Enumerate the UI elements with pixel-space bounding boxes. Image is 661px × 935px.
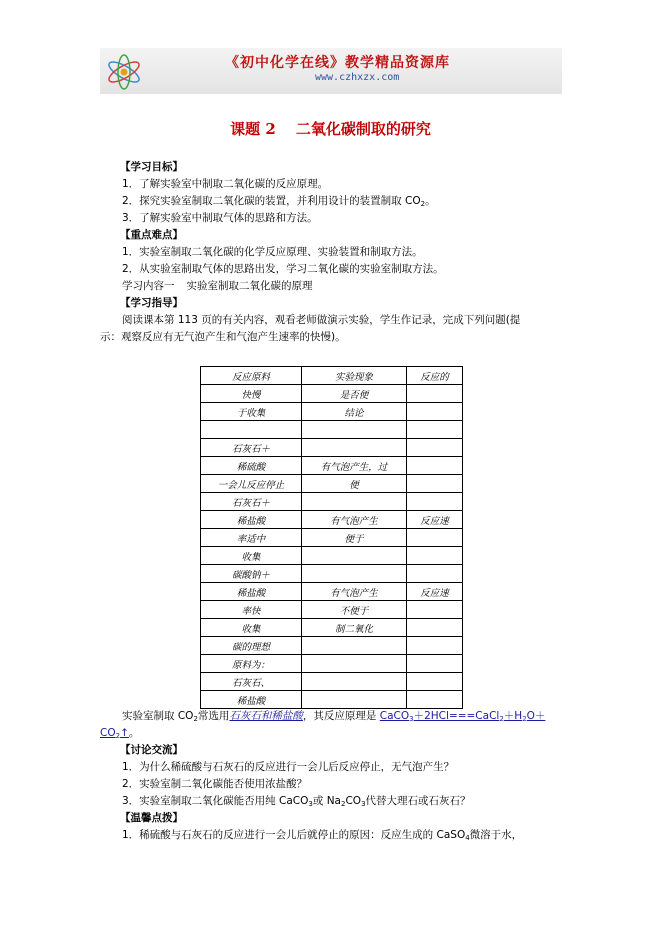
table-cell: 制二氧化 [302, 619, 407, 637]
lesson-number: 课题 2 [230, 120, 276, 138]
table-cell [407, 673, 463, 691]
table-cell [407, 691, 463, 709]
table-row [201, 691, 463, 709]
table-row [201, 583, 463, 601]
table-cell: 反应速 [407, 583, 463, 601]
table-cell: 一会儿反应停止 [201, 475, 302, 493]
table-cell: 反应的 [407, 367, 463, 385]
table-cell: 稀盐酸 [201, 691, 302, 709]
keypoint-1: 1．实验室制取二氧化碳的化学反应原理、实验装置和制取方法。 [122, 246, 423, 258]
table-row [201, 637, 463, 655]
banner [100, 48, 562, 94]
table-cell: 有气泡产生 [302, 583, 407, 601]
table-cell [201, 421, 302, 439]
table-row [201, 403, 463, 421]
table-cell [302, 565, 407, 583]
principle-equation-answer: $CaCO_3+2HCl===CaCl_2+H_2O+$ [379, 710, 546, 723]
table-cell [407, 475, 463, 493]
table-cell: 反应速 [407, 511, 463, 529]
table-cell [407, 529, 463, 547]
table-cell [407, 565, 463, 583]
table-cell: 收集 [201, 619, 302, 637]
table-cell [302, 691, 407, 709]
table-cell [302, 655, 407, 673]
table-row [201, 457, 463, 475]
objective-3: 3．了解实验室中制取气体的思路和方法。 [122, 212, 318, 224]
table-cell: 结论 [302, 403, 407, 421]
table-row [201, 421, 463, 439]
content-one-label: 学习内容一 [122, 280, 175, 292]
table-cell [302, 673, 407, 691]
table-cell: 收集 [201, 547, 302, 565]
table-cell [407, 601, 463, 619]
keypoint-2: 2．从实验室制取气体的思路出发，学习二氧化碳的实验室制取方法。 [122, 263, 444, 275]
table-row [201, 367, 463, 385]
table-row [201, 565, 463, 583]
table-row [201, 439, 463, 457]
banner-title: 《初中化学在线》教学精品资源库 [225, 55, 450, 71]
discussion-q2: 2．实验室制二氧化碳能否使用浓盐酸？ [122, 778, 308, 790]
principle-line1: 实验室制取 $CO_2$常选用石灰石和稀盐酸，其反应原理是 $CaCO_3+2HCl===CaCl_2+H_2O+$ [122, 710, 546, 723]
discussion-q1: 1．为什么稀硫酸与石灰石的反应进行一会儿后反应停止，无气泡产生？ [122, 761, 455, 773]
experiment-table [200, 366, 463, 709]
table-row [201, 511, 463, 529]
principle-reagents-answer: 石灰石和稀盐酸 [229, 710, 303, 722]
table-cell: 原料为： [201, 655, 302, 673]
table-cell: 不便于 [302, 601, 407, 619]
table-cell: 稀盐酸 [201, 511, 302, 529]
tips-heading: 【温馨点拨】 [120, 812, 183, 824]
discussion-q3: 3．实验室制取二氧化碳能否用纯 CaCO$_3$或 $Na_2CO_3$代替大理石或石灰石？ [122, 795, 471, 808]
lesson-topic: 二氧化碳制取的研究 [295, 120, 431, 138]
table-cell: 稀盐酸 [201, 583, 302, 601]
table-row [201, 619, 463, 637]
table-cell [302, 439, 407, 457]
table-cell: 反应原料 [201, 367, 302, 385]
table-cell: 石灰石＋ [201, 439, 302, 457]
table-cell: 碳酸钠＋ [201, 565, 302, 583]
table-cell: 率适中 [201, 529, 302, 547]
table-cell: 碳的理想 [201, 637, 302, 655]
table-cell: 石灰石、 [201, 673, 302, 691]
table-cell [407, 547, 463, 565]
table-row [201, 655, 463, 673]
table-cell: 快慢 [201, 385, 302, 403]
table-cell: 便 [302, 475, 407, 493]
table-cell [302, 637, 407, 655]
table-cell: 石灰石＋ [201, 493, 302, 511]
table-cell: 有气泡产生，过 [302, 457, 407, 475]
table-cell [407, 403, 463, 421]
discussion-heading: 【讨论交流】 [120, 744, 183, 756]
principle-line2: $CO_2↑$。 [100, 727, 140, 740]
table-cell [407, 655, 463, 673]
objectives-heading: 【学习目标】 [120, 161, 183, 173]
banner-url[interactable]: www.czhxzx.com [315, 72, 400, 83]
table-row [201, 547, 463, 565]
table-cell [407, 421, 463, 439]
table-row [201, 385, 463, 403]
guide-paragraph-line2: 示：观察反应有无气泡产生和气泡产生速率的快慢)。 [100, 331, 346, 343]
table-cell: 实验现象 [302, 367, 407, 385]
tip-1: 1．稀硫酸与石灰石的反应进行一会儿后就停止的原因：反应生成的 CaSO$_4$微溶于水， [122, 829, 523, 842]
table-row [201, 673, 463, 691]
table-cell: 于收集 [201, 403, 302, 421]
table-cell [302, 493, 407, 511]
guide-heading: 【学习指导】 [120, 297, 183, 309]
objective-2: 2．探究实验室制取二氧化碳的装置，并利用设计的装置制取 $CO_2$。 [122, 195, 436, 208]
table-cell: 是否便 [302, 385, 407, 403]
table-row [201, 493, 463, 511]
table-cell [407, 493, 463, 511]
guide-paragraph-line1: 阅读课本第 113 页的有关内容，观看老师做演示实验，学生作记录，完成下列问题(提 [122, 314, 521, 326]
table-row [201, 529, 463, 547]
keypoints-heading: 【重点难点】 [120, 229, 183, 241]
table-cell [302, 421, 407, 439]
table-cell: 有气泡产生 [302, 511, 407, 529]
objective-1: 1．了解实验室中制取二氧化碳的反应原理。 [122, 178, 329, 190]
table-cell [407, 637, 463, 655]
table-cell [302, 547, 407, 565]
table-cell: 便于 [302, 529, 407, 547]
page-title [0, 118, 661, 139]
table-cell: 率快 [201, 601, 302, 619]
content-one-heading [122, 279, 313, 293]
table-cell [407, 385, 463, 403]
table-cell [407, 439, 463, 457]
table-cell [407, 457, 463, 475]
atom-logo-icon [104, 52, 144, 92]
table-cell: 稀硫酸 [201, 457, 302, 475]
table-row [201, 475, 463, 493]
table-row [201, 601, 463, 619]
table-cell [407, 619, 463, 637]
content-one-text: 实验室制取二氧化碳的原理 [186, 280, 313, 292]
